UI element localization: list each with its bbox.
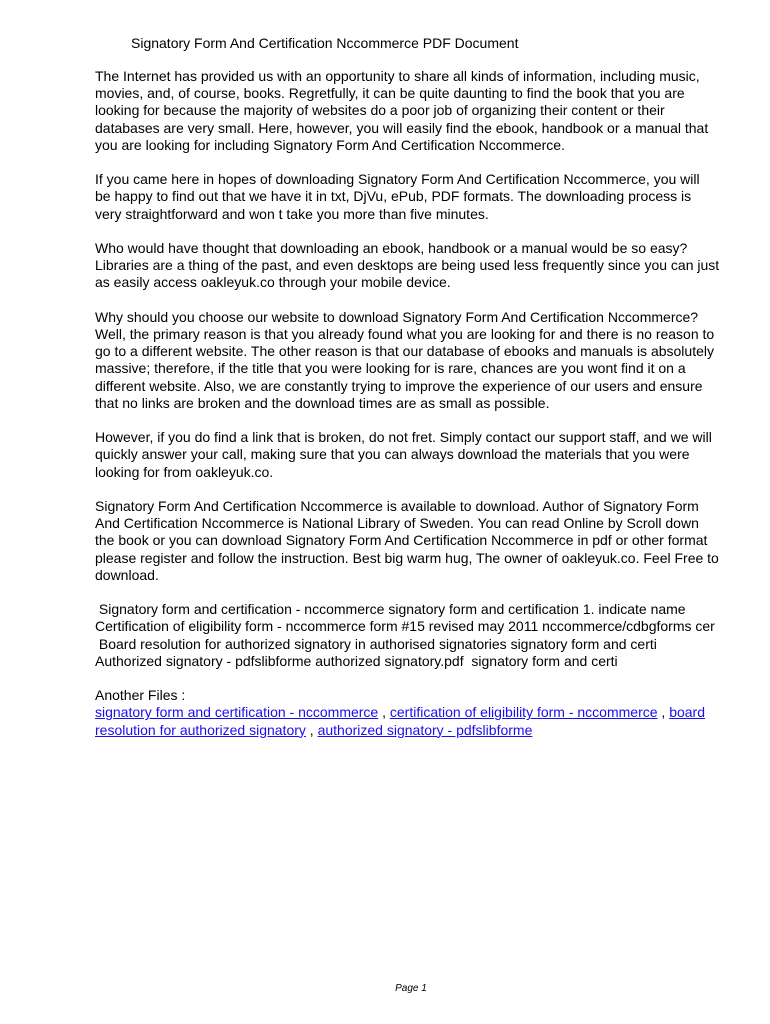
another-files-section bbox=[95, 687, 745, 739]
document-body bbox=[95, 68, 745, 739]
text-line: Well, the primary reason is that you already found what you are looking for and there is no reason to bbox=[95, 326, 715, 342]
text-line: Why should you choose our website to download Signatory Form And Certification Nccommerce? bbox=[95, 308, 699, 325]
text-line: Certification of eligibility form - nccommerce form #15 revised may 2011 nccommerce/cdbgforms cer bbox=[95, 618, 715, 635]
text-line: download. bbox=[95, 566, 159, 583]
paragraph-easy-download bbox=[95, 240, 745, 292]
paragraph-intro bbox=[95, 68, 745, 154]
text-line: as easily access oakleyuk.co through your mobile device. bbox=[95, 274, 451, 291]
text-line: Board resolution for authorized signatory in authorised signatories signatory form and certi bbox=[95, 635, 657, 652]
text-line: Signatory Form And Certification Nccommerce is available to download. Author of Signatory Form bbox=[95, 498, 699, 514]
text-line: the book or you can download Signatory Form And Certification Nccommerce in pdf or other format bbox=[95, 532, 708, 549]
link-authorized-signatory[interactable]: authorized signatory - pdfslibforme bbox=[317, 721, 533, 738]
text-line: Who would have thought that downloading an ebook, handbook or a manual would be so easy? bbox=[95, 240, 688, 256]
page-number: Page 1 bbox=[395, 983, 427, 994]
link-board-resolution-part2[interactable]: resolution for authorized signatory bbox=[95, 721, 306, 738]
link-certification-eligibility-form[interactable]: certification of eligibility form - nccommerce bbox=[389, 704, 658, 721]
text-line: very straightforward and won t take you more than five minutes. bbox=[95, 205, 489, 222]
text-line: you are looking for including Signatory Form And Certification Nccommerce. bbox=[95, 136, 565, 153]
text-line: looking for because the majority of websites do a poor job of organizing their content or their bbox=[95, 102, 665, 119]
link-separator: , bbox=[657, 704, 670, 721]
text-line: The Internet has provided us with an opportunity to share all kinds of information, including music, bbox=[95, 68, 700, 84]
text-line: go to a different website. The other reason is that our database of ebooks and manuals is absolutely bbox=[95, 343, 714, 360]
paragraph-availability bbox=[95, 498, 745, 584]
link-board-resolution-part1[interactable]: board bbox=[669, 704, 706, 721]
text-line: Signatory form and certification - nccommerce signatory form and certification 1. indicate name bbox=[95, 601, 686, 618]
text-line: be happy to find out that we have it in txt, DjVu, ePub, PDF formats. The downloading process is bbox=[95, 188, 692, 205]
text-line: different website. Also, we are constantly trying to improve the experience of our users and ensure bbox=[95, 377, 703, 394]
text-line: databases are very small. Here, however, you will easily find the ebook, handbook or a manual that bbox=[95, 119, 709, 136]
text-line: And Certification Nccommerce is National Library of Sweden. You can read Online by Scroll down bbox=[95, 515, 699, 532]
paragraph-broken-link bbox=[95, 429, 745, 481]
another-files-label: Another Files : bbox=[95, 687, 186, 704]
text-line: massive; therefore, if the title that you were looking for is rare, chances are you wont find it on a bbox=[95, 360, 686, 377]
another-files-links-line-2 bbox=[95, 722, 745, 739]
text-line: Libraries are a thing of the past, and even desktops are being used less frequently since you can just bbox=[95, 257, 720, 274]
document-title: Signatory Form And Certification Nccommerce PDF Document bbox=[131, 35, 519, 51]
text-line: However, if you do find a link that is broken, do not fret. Simply contact our support staff, and we will bbox=[95, 429, 712, 446]
link-separator: , bbox=[305, 721, 318, 738]
text-line: looking for from oakleyuk.co. bbox=[95, 463, 274, 480]
text-line: Authorized signatory - pdfslibforme authorized signatory.pdf signatory form and certi bbox=[95, 652, 618, 669]
link-signatory-form-certification[interactable]: signatory form and certification - nccommerce bbox=[95, 704, 379, 721]
text-line: that no links are broken and the download times are as small as possible. bbox=[95, 394, 550, 411]
paragraph-why-choose bbox=[95, 309, 745, 412]
text-line: quickly answer your call, making sure that you can always download the materials that you were bbox=[95, 446, 690, 463]
paragraph-related-snippets bbox=[95, 601, 745, 670]
text-line: movies, and, of course, books. Regretfully, it can be quite daunting to find the book that you are bbox=[95, 85, 685, 102]
link-separator: , bbox=[378, 704, 390, 721]
another-files-links-line-1 bbox=[95, 704, 745, 721]
text-line: If you came here in hopes of downloading Signatory Form And Certification Nccommerce, you will bbox=[95, 171, 700, 188]
paragraph-formats bbox=[95, 171, 745, 223]
text-line: please register and follow the instruction. Best big warm hug, The owner of oakleyuk.co. Feel Free to bbox=[95, 549, 719, 566]
